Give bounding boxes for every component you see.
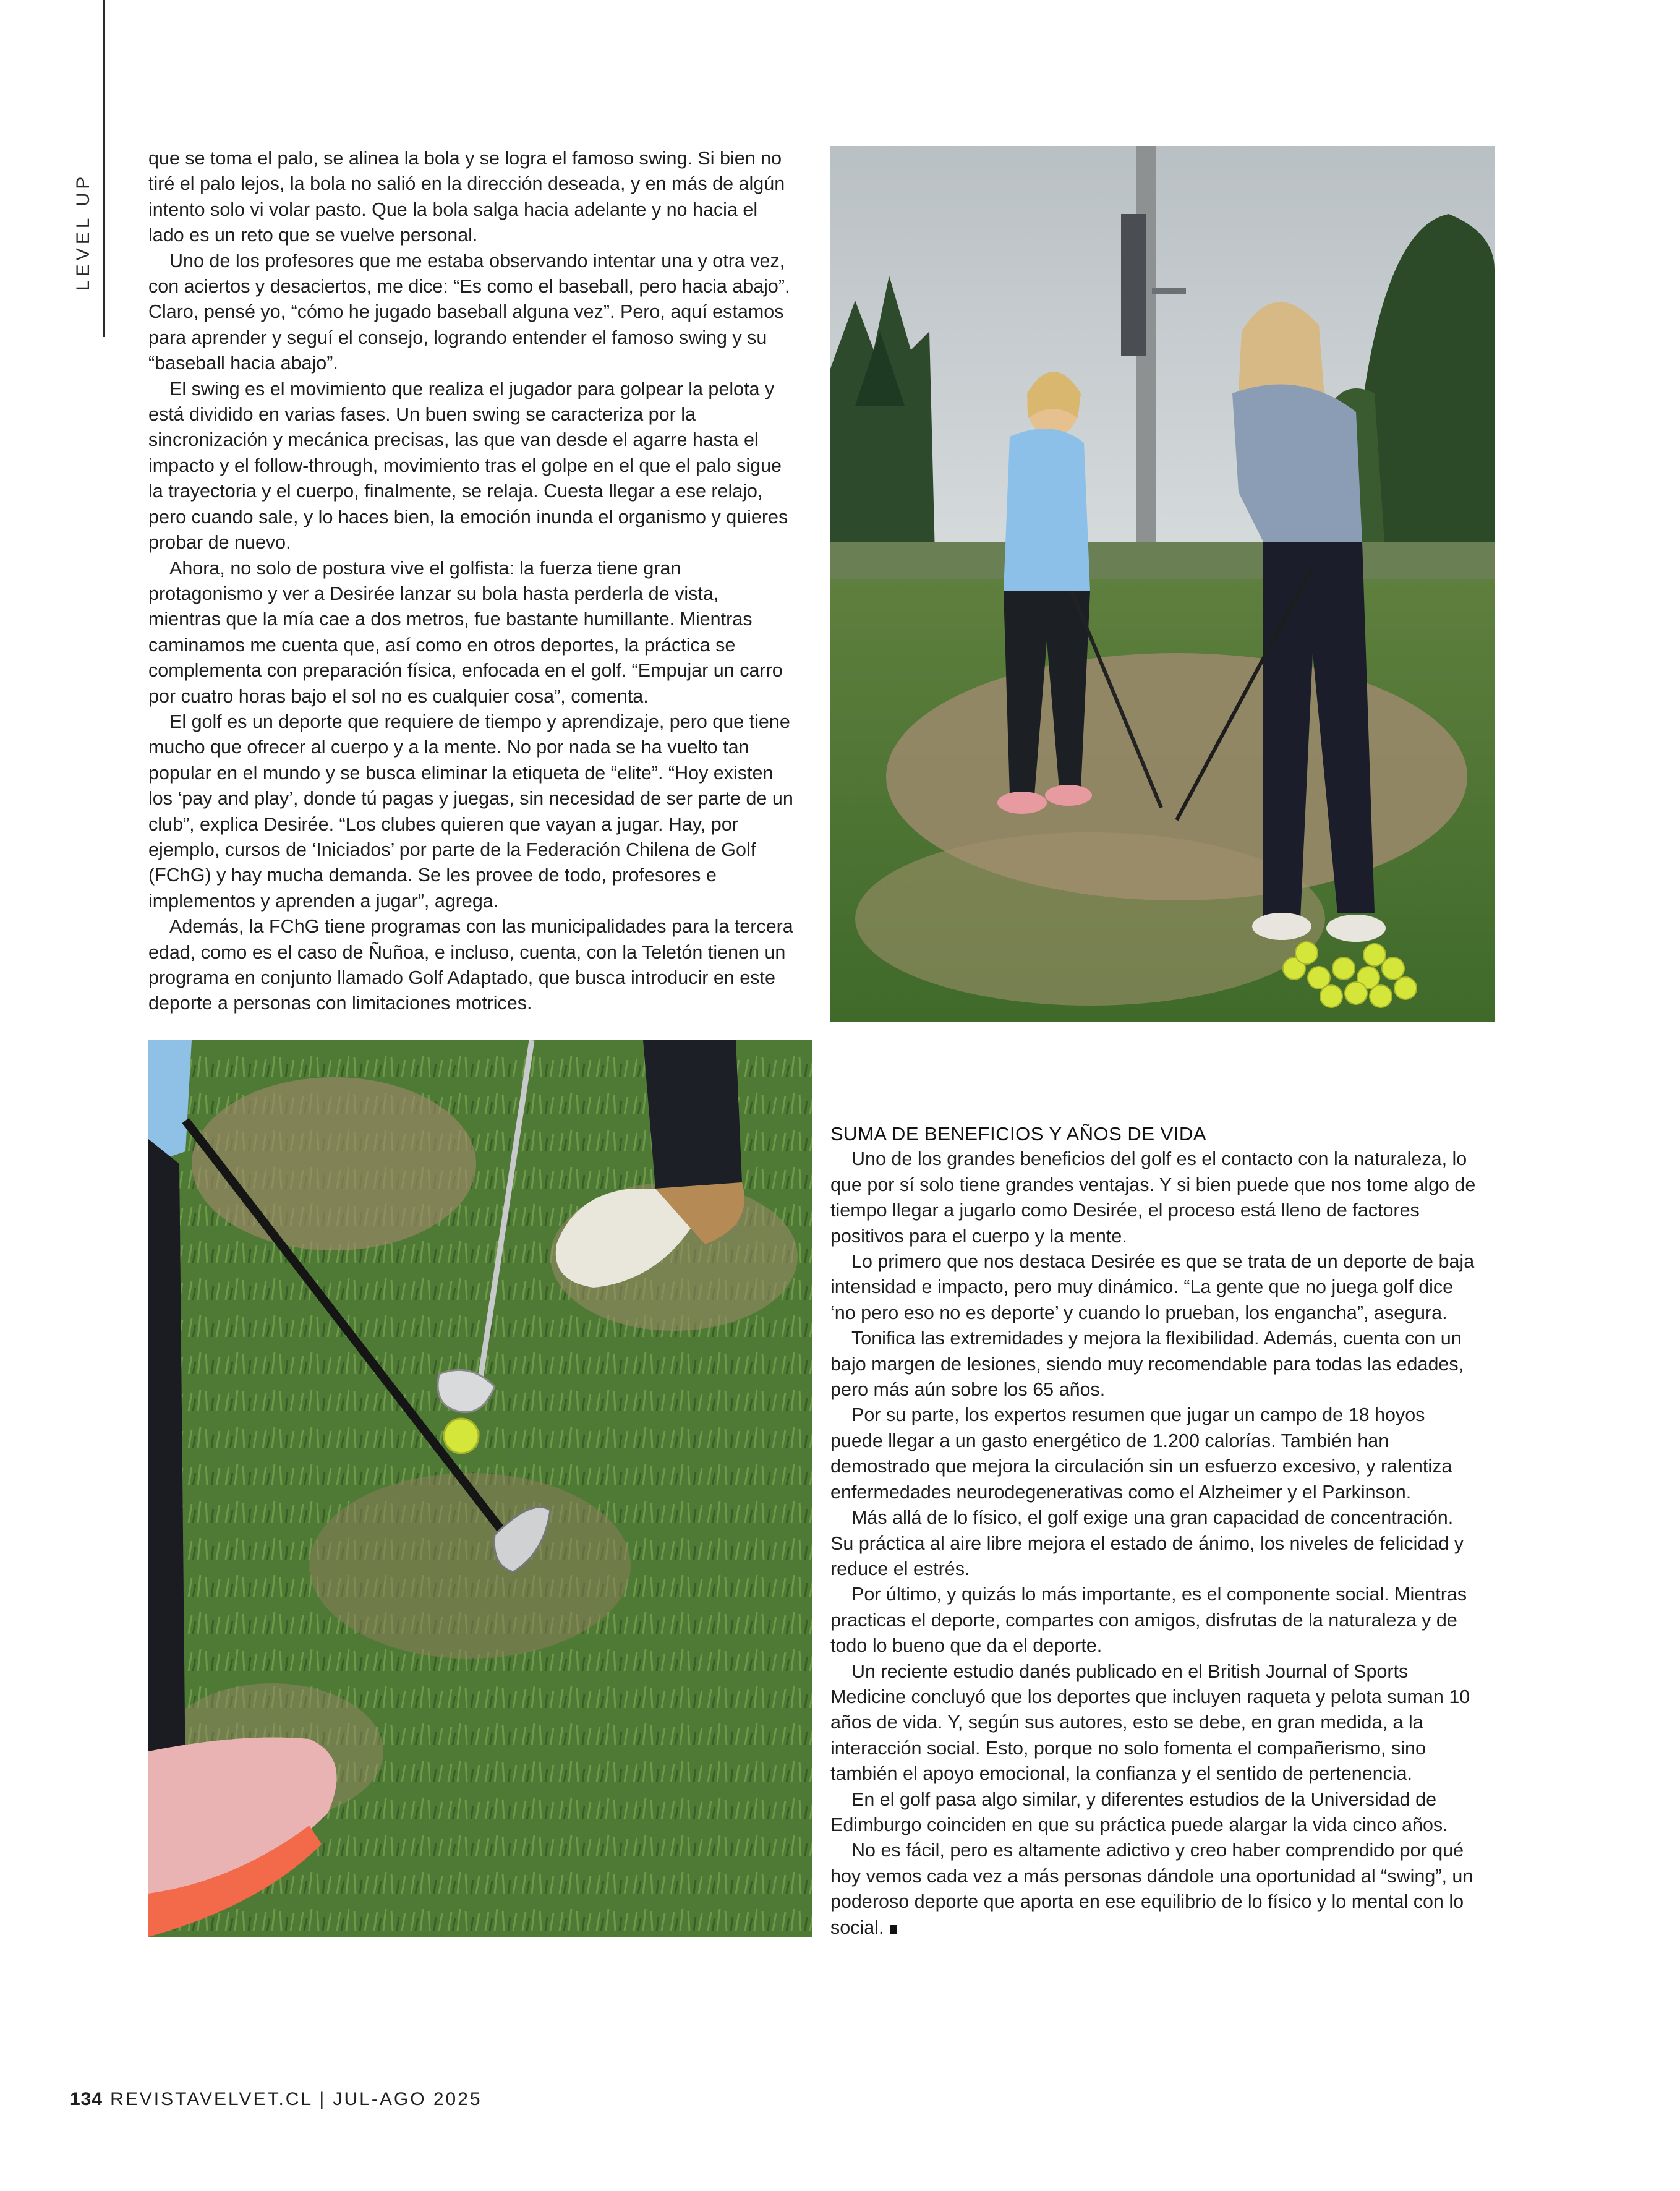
section-label: LEVEL UP [73,173,93,291]
golf-clubs-closeup-photo [148,1040,812,1937]
publication-line: REVISTAVELVET.CL | JUL-AGO 2025 [110,2089,482,2109]
left-paragraph: Ahora, no solo de postura vive el golfista: la fuerza tiene gran protagonismo y ver a Desirée lanzar su bola hasta perderla de vista, mientras que la mía cae a dos metros, fue bastante humillante. Mientras caminamos me cuenta que, así como en otros deportes, la práctica se complementa con preparación física, enfocada en el golf. “Empujar un carro por cuatro horas bajo el sol no es cualquier cosa”, comenta. [148,557,783,707]
left-paragraph: El golf es un deporte que requiere de tiempo y aprendizaje, pero que tiene mucho que ofrecer al cuerpo y a la mente. No por nada se ha vuelto tan popular en el mundo y se busca eliminar la etiqueta de “elite”. “Hoy existen los ‘pay and play’, donde tú pagas y juegas, sin necesidad de ser parte de un club”, explica Desirée. “Los clubes quieren que vayan a jugar. Hay, por ejemplo, cursos de ‘Iniciados’ por parte de la Federación Chilena de Golf (FChG) y hay mucha demanda. Se les provee de todo, profesores e implementos y aprenden a jugar”, agrega. [148,711,793,912]
right-paragraph: Más allá de lo físico, el golf exige una gran capacidad de concentración. Su práctica al aire libre mejora el estado de ánimo, los niveles de felicidad y reduce el estrés. [830,1507,1464,1579]
final-paragraph-text: No es fácil, pero es altamente adictivo y creo haber comprendido por qué hoy vemos cada vez a más personas dándole una oportunidad al “swing”, un poderoso deporte que aporta en ese equilibrio de lo físico y lo mental con lo social. [830,1840,1473,1938]
right-paragraph: Por su parte, los expertos resumen que jugar un campo de 18 hoyos puede llegar a un gasto energético de 1.200 calorías. También han demostrado que mejora la circulación sin un esfuerzo excesivo, y ralentiza enfermedades neurodegenerativas como el Alzheimer y el Parkinson. [830,1404,1452,1503]
right-paragraph: Lo primero que nos destaca Desirée es que se trata de un deporte de baja intensidad e impacto, pero muy dinámico. “La gente que no juega golf dice ‘no pero eso no es deporte’ y cuando lo prueban, los engancha”, asegura. [830,1251,1475,1323]
right-text-column [830,1121,1477,1941]
golf-practice-illustration [830,146,1495,1022]
golf-clubs-illustration [148,1040,812,1937]
golf-practice-photo [830,146,1495,1022]
section-rule [103,0,105,337]
left-paragraph: Uno de los profesores que me estaba observando intentar una y otra vez, con aciertos y desaciertos, me dice: “Es como el baseball, pero hacia abajo”. Claro, pensé yo, “cómo he jugado baseball alguna vez”. Pero, aquí estamos para aprender y seguí el consejo, logrando entender el famoso swing y su “baseball hacia abajo”. [148,250,790,374]
left-paragraph: El swing es el movimiento que realiza el jugador para golpear la pelota y está dividido en varias fases. Un buen swing se caracteriza por la sincronización y mecánica precisas, las que van desde el agarre hasta el impacto y el follow-through, movimiento tras el golpe en el que el palo sigue la trayectoria y el cuerpo, finalmente, se relaja. Cuesta llegar a ese relajo, pero cuando sale, y lo haces bien, la emoción inunda el organismo y quieres probar de nuevo. [148,378,788,553]
end-mark-icon [890,1925,897,1934]
right-paragraph: Tonifica las extremidades y mejora la flexibilidad. Además, cuenta con un bajo margen de lesiones, siendo muy recomendable para todas las edades, pero más aún sobre los 65 años. [830,1328,1464,1401]
right-paragraph: Por último, y quizás lo más importante, es el componente social. Mientras practicas el deporte, compartes con amigos, disfrutas de la naturaleza y de todo lo bueno que da el deporte. [830,1584,1467,1657]
right-paragraph: Uno de los grandes beneficios del golf es el contacto con la naturaleza, lo que por sí solo tiene grandes ventajas. Y si bien puede que nos tome algo de tiempo llegar a jugarlo como Desirée, el proceso está lleno de factores positivos para el cuerpo y la mente. [830,1148,1476,1247]
right-paragraph: En el golf pasa algo similar, y diferentes estudios de la Universidad de Edimburgo coinciden en que su práctica puede alargar la vida cinco años. [830,1788,1448,1835]
page-number: 134 [70,2089,103,2109]
left-paragraph: Además, la FChG tiene programas con las municipalidades para la tercera edad, como es el caso de Ñuñoa, e incluso, cuenta, con la Teletón tienen un programa en conjunto llamado Golf Adaptado, que busca introducir en este deporte a personas con limitaciones motrices. [148,916,793,1014]
section-heading: SUMA DE BENEFICIOS Y AÑOS DE VIDA [830,1123,1206,1145]
left-text-column [148,146,795,1017]
right-paragraph-final [830,1838,1477,1941]
left-paragraph: que se toma el palo, se alinea la bola y se logra el famoso swing. Si bien no tiré el palo lejos, la bola no salió en la dirección deseada, y en más de algún intento solo vi volar pasto. Que la bola salga hacia adelante y no hacia el lado es un reto que se vuelve personal. [148,148,785,246]
right-paragraph: Un reciente estudio danés publicado en el British Journal of Sports Medicine concluyó que los deportes que incluyen raqueta y pelota suman 10 años de vida. Y, según sus autores, esto se debe, en gran medida, a la interacción social. Esto, porque no solo fomenta el compañerismo, sino también el apoyo emocional, la confianza y el sentido de pertenencia. [830,1660,1470,1785]
page-footer [70,2089,482,2110]
